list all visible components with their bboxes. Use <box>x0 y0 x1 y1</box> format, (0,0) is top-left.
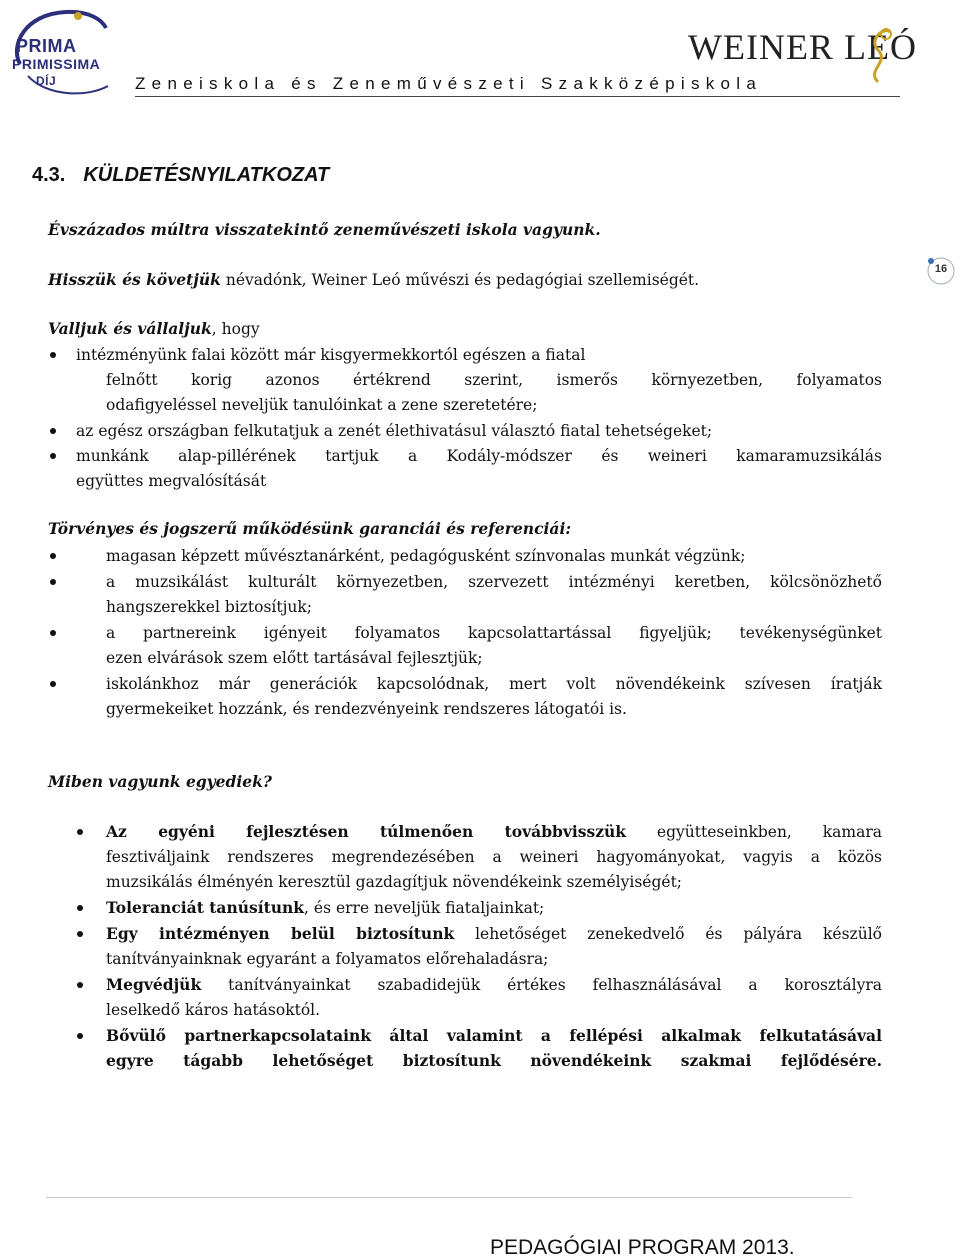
unique-item-2-line-1 <box>106 898 544 918</box>
legal-item-3-line-2: ezen elvárások szem előtt tartásával fejlesztjük; <box>106 649 483 667</box>
unique-item-1-rest: együtteseinkben, kamara <box>626 823 882 841</box>
section-title <box>32 164 329 187</box>
footer-text: PEDAGÓGIAI PROGRAM 2013. <box>490 1236 795 1259</box>
list1-item-1-line-2: felnőtt korig azonos értékrend szerint, ismerős környezetben, folyamatos <box>106 371 882 389</box>
bullet-icon <box>50 630 56 636</box>
unique-item-1-line-2: fesztiváljaink rendszeres megrendezésében a weineri hagyományokat, vagyis a közös <box>106 848 882 866</box>
unique-item-5-line-2: egyre tágabb lehetőséget biztosítunk növendékeink szakmai fejlődésére. <box>106 1051 882 1070</box>
unique-item-3-line-1 <box>106 924 882 944</box>
list1-item-3-line-1: munkánk alap-pillérének tartjuk a Kodály-módszer és weineri kamaramuzsikálás <box>76 447 882 465</box>
header-rule <box>135 96 900 97</box>
bullet-icon <box>50 352 56 358</box>
unique-item-2-rest: , és erre neveljük fiataljainkat; <box>304 899 545 917</box>
intro-line-3-rest: , hogy <box>211 320 260 338</box>
logo-line-1: PRIMA <box>16 36 77 56</box>
bullet-icon <box>77 1033 83 1039</box>
intro-line-2-bold: Hisszük és követjük <box>48 270 221 289</box>
bullet-icon <box>77 829 83 835</box>
intro-line-2-rest: névadónk, Weiner Leó művészi és pedagógiai szellemiségét. <box>220 271 700 289</box>
bullet-icon <box>50 428 56 434</box>
prima-primissima-logo <box>6 6 118 106</box>
unique-item-1-bold: Az egyéni fejlesztésen túlmenően továbbvisszük <box>106 822 627 841</box>
list1-item-1-line-3: odafigyeléssel neveljük tanulóinkat a zene szeretetére; <box>106 396 538 414</box>
intro-line-1: Évszázados múltra visszatekintő zeneművészeti iskola vagyunk. <box>48 220 601 239</box>
page-number: 16 <box>934 263 948 275</box>
unique-item-1-line-3: muzsikálás élményén keresztül gazdagítjuk növendékeink személyiségét; <box>106 873 683 891</box>
page-number-badge <box>926 256 956 286</box>
unique-item-3-line-2: tanítványainknak egyaránt a folyamatos előrehaladásra; <box>106 950 549 968</box>
school-subtitle: Zeneiskola és Zeneművészeti Szakközépiskola <box>135 74 763 93</box>
list1-item-3-line-2: együttes megvalósítását <box>76 472 267 490</box>
logo-line-2: PRIMISSIMA <box>12 56 101 72</box>
bullet-icon <box>50 681 56 687</box>
legal-item-3-line-1: a partnereink igényeit folyamatos kapcsolattartással figyeljük; tevékenységünket <box>106 624 882 642</box>
legal-item-4-line-2: gyermekeiket hozzánk, és rendezvényeink rendszeres látogatói is. <box>106 700 627 718</box>
unique-item-4-line-1 <box>106 975 882 995</box>
unique-item-2-bold: Toleranciát tanúsítunk <box>106 898 305 917</box>
intro-line-3-bold: Valljuk és vállaljuk <box>48 319 212 338</box>
unique-item-4-bold: Megvédjük <box>106 975 202 994</box>
bullet-icon <box>77 905 83 911</box>
unique-item-4-rest: tanítványainkat szabadidejük értékes felhasználásával a korosztályra <box>201 976 882 994</box>
intro-line-2 <box>48 270 699 290</box>
unique-heading: Miben vagyunk egyediek? <box>48 772 272 791</box>
legal-item-4-line-1: iskolánkhoz már generációk kapcsolódnak, mert volt növendékeink szívesen íratják <box>106 675 882 693</box>
weiner-leo-brand: WEINER LEÓ <box>688 27 917 67</box>
bullet-icon <box>50 579 56 585</box>
legal-item-2-line-1: a muzsikálást kulturált környezetben, szervezett intézményi keretben, kölcsönözhető <box>106 573 882 591</box>
unique-item-3-rest: lehetőséget zenekedvelő és pályára készülő <box>454 925 882 943</box>
legal-heading: Törvényes és jogszerű működésünk garanciái és referenciái: <box>48 519 572 538</box>
legal-item-1-line-1: magasan képzett művésztanárként, pedagógusként színvonalas munkát végzünk; <box>106 547 746 565</box>
bullet-icon <box>77 931 83 937</box>
bullet-icon <box>77 982 83 988</box>
unique-item-1-line-1 <box>106 822 882 842</box>
section-heading: KÜLDETÉSNYILATKOZAT <box>83 164 330 186</box>
list1-item-1-line-1: intézményünk falai között már kisgyermekkortól egészen a fiatal <box>76 346 586 364</box>
bullet-icon <box>50 453 56 459</box>
legal-item-2-line-2: hangszerekkel biztosítjuk; <box>106 598 312 616</box>
bullet-icon <box>50 553 56 559</box>
logo-line-3: DÍJ <box>36 74 57 88</box>
unique-item-4-line-2: leselkedő káros hatásoktól. <box>106 1001 321 1019</box>
unique-item-5-line-1: Bővülő partnerkapcsolataink által valamint a fellépési alkalmak felkutatásával <box>106 1026 882 1045</box>
section-number: 4.3. <box>32 164 66 186</box>
intro-line-3 <box>48 319 260 339</box>
unique-item-3-bold: Egy intézményen belül biztosítunk <box>106 924 455 943</box>
footer-rule <box>46 1197 852 1198</box>
list1-item-2-line-1: az egész országban felkutatjuk a zenét élethivatásul választó fiatal tehetségeket; <box>76 422 713 440</box>
scroll-ornament-icon <box>862 22 894 84</box>
